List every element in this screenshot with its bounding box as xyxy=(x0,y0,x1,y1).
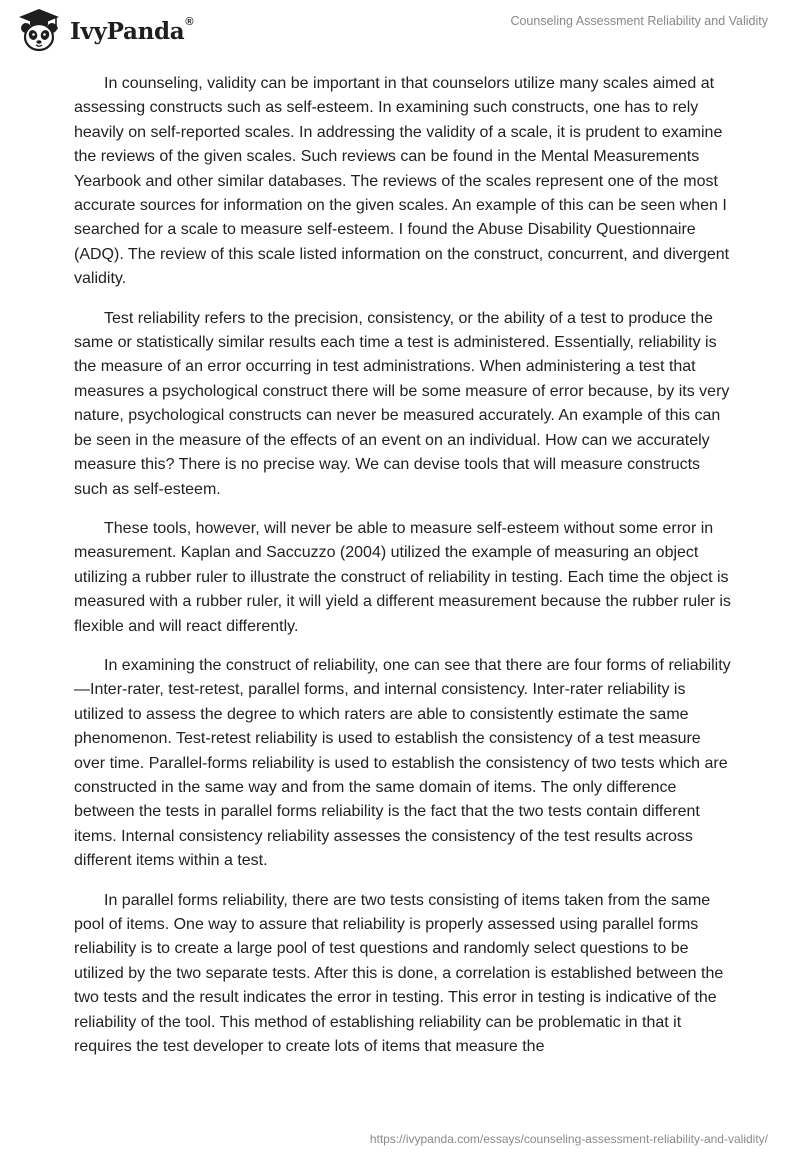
paragraph-5: In parallel forms reliability, there are two tests consisting of items taken from the same pool of items. One way to assure that reliability is properly assessed using parallel forms reliability is to create a large pool of test questions and randomly select questions to be utilized by the two separate tests. After this is done, a correlation is established between the two tests and the result indicates the error in testing. This error in testing is indicative of the reliability of the tool. This method of establishing reliability can be problematic in that it requires the test developer to create lots of items that measure the xyxy=(74,891,724,1056)
document-title: Counseling Assessment Reliability and Validity xyxy=(510,14,768,28)
essay-body xyxy=(74,72,734,1074)
source-url[interactable]: https://ivypanda.com/essays/counseling-assessment-reliability-and-validity/ xyxy=(369,1132,768,1146)
brand-name: IvyPanda® xyxy=(70,15,194,45)
panda-graduate-icon xyxy=(16,7,62,53)
paragraph-1: In counseling, validity can be important in that counselors utilize many scales aimed at assessing constructs such as self-esteem. In examining such constructs, one has to rely heavily on self-reported scales. In addressing the validity of a scale, it is prudent to examine the reviews of the given scales. Such reviews can be found in the Mental Measurements Yearbook and other similar databases. The reviews of the scales represent one of the most accurate sources for information on the given scales. An example of this can be seen when I searched for a scale to measure self-esteem. I found the Abuse Disability Questionnaire (ADQ). The review of this scale listed information on the construct, concurrent, and divergent validity. xyxy=(74,75,730,288)
registered-mark: ® xyxy=(185,15,194,28)
page-header xyxy=(0,0,800,60)
paragraph-2: Test reliability refers to the precision, consistency, or the ability of a test to produce the same or statistically similar results each time a test is administered. Essentially, reliability is the measure of an error occurring in test administrations. When administering a test that measures a psychological construct there will be some measure of error because, by its very nature, psychological constructs can never be measured accurately. An example of this can be seen in the measure of the effects of an event on an individual. How can we accurately measure this? There is no precise way. We can devise tools that will measure constructs such as self-esteem. xyxy=(74,309,730,498)
paragraph-4: In examining the construct of reliability, one can see that there are four forms of reliability—Inter-rater, test-retest, parallel forms, and internal consistency. Inter-rater reliability is utilized to assess the degree to which raters are able to consistently estimate the same phenomenon. Test-retest reliability is used to establish the consistency of a test measure over time. Parallel-forms reliability is used to establish the consistency of two tests which are constructed in the same way and from the same domain of items. The only difference between the tests in parallel forms reliability is the fact that the two tests contain different items. Internal consistency reliability assesses the consistency of the test results across different items within a test. xyxy=(74,656,731,870)
paragraph-3: These tools, however, will never be able to measure self-esteem without some error in measurement. Kaplan and Saccuzzo (2004) utilized the example of measuring an object utilizing a rubber ruler to illustrate the construct of reliability in testing. Each time the object is measured with a rubber ruler, it will yield a different measurement because the rubber ruler is flexible and will react differently. xyxy=(74,519,731,635)
brand-logo[interactable] xyxy=(16,7,193,53)
